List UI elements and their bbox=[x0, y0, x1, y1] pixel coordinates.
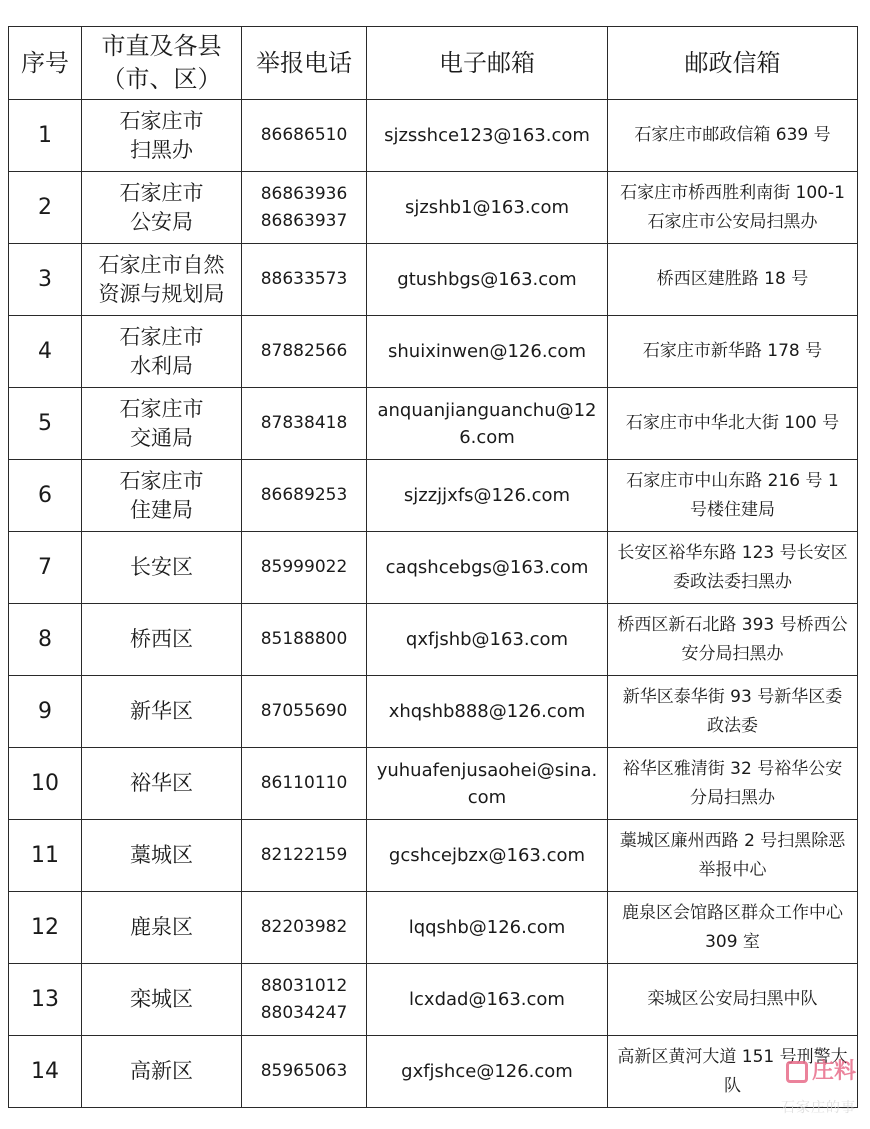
watermark-brand: 庄料 bbox=[811, 1059, 856, 1084]
row-mailbox bbox=[608, 676, 858, 748]
unit-line: 石家庄市 bbox=[119, 396, 204, 421]
row-phone bbox=[242, 172, 367, 244]
row-email: caqshcebgs@163.com bbox=[367, 532, 608, 604]
row-phone bbox=[242, 388, 367, 460]
header-phone: 举报电话 bbox=[242, 27, 367, 100]
unit-line: 水利局 bbox=[130, 353, 193, 378]
row-phone bbox=[242, 460, 367, 532]
table-row bbox=[9, 100, 858, 172]
mailbox-text: 长安区裕华东路 123 号长安区委政法委扫黑办 bbox=[617, 542, 848, 592]
row-email: sjzshb1@163.com bbox=[367, 172, 608, 244]
unit-line: 扫黑办 bbox=[130, 137, 193, 162]
phone-number: 88034247 bbox=[260, 1002, 348, 1023]
unit-line: 裕华区 bbox=[130, 771, 193, 795]
mailbox-text: 高新区黄河大道 151 号刑警大队 bbox=[617, 1046, 848, 1096]
unit-line: 藁城区 bbox=[130, 843, 193, 867]
row-phone bbox=[242, 244, 367, 316]
row-mailbox bbox=[608, 748, 858, 820]
row-index: 2 bbox=[9, 172, 82, 244]
table-row bbox=[9, 316, 858, 388]
row-phone bbox=[242, 604, 367, 676]
table-row bbox=[9, 748, 858, 820]
table-row bbox=[9, 532, 858, 604]
unit-line: 资源与规划局 bbox=[98, 281, 225, 306]
phone-number: 82203982 bbox=[260, 917, 348, 937]
phone-number: 87882566 bbox=[260, 341, 348, 361]
unit-line: 长安区 bbox=[130, 555, 193, 579]
row-unit bbox=[82, 676, 242, 748]
table-row bbox=[9, 964, 858, 1036]
phone-number: 86686510 bbox=[260, 125, 348, 145]
unit-line: 交通局 bbox=[130, 425, 193, 450]
row-mailbox bbox=[608, 820, 858, 892]
row-unit bbox=[82, 532, 242, 604]
mailbox-text: 石家庄市邮政信箱 639 号 bbox=[634, 125, 831, 145]
row-index: 12 bbox=[9, 892, 82, 964]
row-index: 7 bbox=[9, 532, 82, 604]
unit-line: 新华区 bbox=[130, 699, 193, 723]
row-unit bbox=[82, 100, 242, 172]
row-index: 14 bbox=[9, 1036, 82, 1108]
row-unit bbox=[82, 460, 242, 532]
unit-line: 石家庄市 bbox=[119, 468, 204, 493]
row-index: 6 bbox=[9, 460, 82, 532]
row-phone bbox=[242, 100, 367, 172]
phone-number: 85965063 bbox=[260, 1061, 348, 1081]
row-phone bbox=[242, 820, 367, 892]
row-mailbox bbox=[608, 892, 858, 964]
row-email: gxfjshce@126.com bbox=[367, 1036, 608, 1108]
row-unit bbox=[82, 244, 242, 316]
report-contacts-table bbox=[8, 26, 858, 1108]
unit-line: 公安局 bbox=[130, 209, 193, 234]
row-unit bbox=[82, 820, 242, 892]
row-phone bbox=[242, 676, 367, 748]
row-unit bbox=[82, 748, 242, 820]
row-email: yuhuafenjusaohei@sina.com bbox=[367, 748, 608, 820]
row-unit bbox=[82, 172, 242, 244]
unit-line: 石家庄市 bbox=[119, 108, 204, 133]
row-unit bbox=[82, 892, 242, 964]
header-email: 电子邮箱 bbox=[367, 27, 608, 100]
unit-line: 石家庄市 bbox=[119, 180, 204, 205]
mailbox-text: 桥西区新石北路 393 号桥西公安分局扫黑办 bbox=[617, 614, 848, 664]
phone-number: 87838418 bbox=[260, 413, 348, 433]
row-email: sjzzjjxfs@126.com bbox=[367, 460, 608, 532]
table-row bbox=[9, 604, 858, 676]
unit-line: 住建局 bbox=[130, 497, 193, 522]
phone-number: 86110110 bbox=[260, 773, 348, 793]
row-phone bbox=[242, 964, 367, 1036]
unit-line: 石家庄市 bbox=[119, 324, 204, 349]
row-email: qxfjshb@163.com bbox=[367, 604, 608, 676]
row-email: shuixinwen@126.com bbox=[367, 316, 608, 388]
row-email: lcxdad@163.com bbox=[367, 964, 608, 1036]
row-unit bbox=[82, 964, 242, 1036]
row-mailbox bbox=[608, 460, 858, 532]
row-phone bbox=[242, 892, 367, 964]
row-unit bbox=[82, 316, 242, 388]
row-email: lqqshb@126.com bbox=[367, 892, 608, 964]
row-index: 3 bbox=[9, 244, 82, 316]
row-phone bbox=[242, 748, 367, 820]
row-mailbox bbox=[608, 100, 858, 172]
mailbox-text: 石家庄市中山东路 216 号 1 号楼住建局 bbox=[626, 470, 839, 520]
phone-number: 86863936 bbox=[260, 183, 348, 204]
mailbox-text: 石家庄市中华北大街 100 号 bbox=[625, 413, 840, 433]
row-phone bbox=[242, 1036, 367, 1108]
unit-line: 鹿泉区 bbox=[130, 915, 193, 939]
row-email: gtushbgs@163.com bbox=[367, 244, 608, 316]
mailbox-text: 新华区泰华街 93 号新华区委政法委 bbox=[622, 686, 843, 736]
row-mailbox bbox=[608, 964, 858, 1036]
row-email: sjzsshce123@163.com bbox=[367, 100, 608, 172]
phone-number: 86863937 bbox=[260, 210, 348, 231]
mailbox-text: 栾城区公安局扫黑中队 bbox=[647, 989, 818, 1009]
row-email: gcshcejbzx@163.com bbox=[367, 820, 608, 892]
table-row bbox=[9, 460, 858, 532]
phone-number: 88031012 bbox=[260, 975, 348, 996]
row-unit bbox=[82, 1036, 242, 1108]
table-header-row bbox=[9, 27, 858, 100]
row-unit bbox=[82, 388, 242, 460]
row-email: anquanjianguanchu@126.com bbox=[367, 388, 608, 460]
phone-number: 82122159 bbox=[260, 845, 348, 865]
row-mailbox bbox=[608, 604, 858, 676]
phone-number: 87055690 bbox=[260, 701, 348, 721]
row-index: 4 bbox=[9, 316, 82, 388]
row-index: 13 bbox=[9, 964, 82, 1036]
row-mailbox bbox=[608, 316, 858, 388]
row-index: 5 bbox=[9, 388, 82, 460]
mailbox-text: 藁城区廉州西路 2 号扫黑除恶举报中心 bbox=[619, 830, 846, 880]
header-unit-line1: 市直及各县 bbox=[101, 32, 222, 60]
watermark-sub: 石家庄的事 bbox=[781, 1100, 856, 1116]
header-index: 序号 bbox=[9, 27, 82, 100]
phone-number: 85188800 bbox=[260, 629, 348, 649]
mailbox-text: 桥西区建胜路 18 号 bbox=[656, 269, 809, 289]
phone-number: 86689253 bbox=[260, 485, 348, 505]
header-unit-line2: （市、区） bbox=[101, 65, 222, 93]
unit-line: 栾城区 bbox=[130, 987, 193, 1011]
row-email: xhqshb888@126.com bbox=[367, 676, 608, 748]
row-mailbox bbox=[608, 172, 858, 244]
header-mailbox: 邮政信箱 bbox=[608, 27, 858, 100]
unit-line: 石家庄市自然 bbox=[98, 252, 225, 277]
phone-number: 88633573 bbox=[260, 269, 348, 289]
row-index: 11 bbox=[9, 820, 82, 892]
mailbox-text: 石家庄市桥西胜利南街 100-1 石家庄市公安局扫黑办 bbox=[620, 182, 845, 232]
watermark-logo bbox=[786, 1054, 856, 1085]
mailbox-text: 石家庄市新华路 178 号 bbox=[642, 341, 823, 361]
table-row bbox=[9, 388, 858, 460]
table-row bbox=[9, 820, 858, 892]
mailbox-text: 鹿泉区会馆路区群众工作中心 309 室 bbox=[622, 902, 843, 952]
row-mailbox bbox=[608, 532, 858, 604]
table-row bbox=[9, 892, 858, 964]
table-row bbox=[9, 1036, 858, 1108]
row-index: 8 bbox=[9, 604, 82, 676]
row-phone bbox=[242, 532, 367, 604]
table-row bbox=[9, 244, 858, 316]
row-mailbox bbox=[608, 244, 858, 316]
unit-line: 桥西区 bbox=[130, 627, 193, 651]
logo-icon bbox=[786, 1061, 808, 1083]
unit-line: 高新区 bbox=[130, 1059, 193, 1083]
row-index: 9 bbox=[9, 676, 82, 748]
row-index: 1 bbox=[9, 100, 82, 172]
mailbox-text: 裕华区雅清街 32 号裕华公安分局扫黑办 bbox=[622, 758, 843, 808]
row-mailbox bbox=[608, 388, 858, 460]
header-unit bbox=[82, 27, 242, 100]
table-row bbox=[9, 172, 858, 244]
row-phone bbox=[242, 316, 367, 388]
row-index: 10 bbox=[9, 748, 82, 820]
row-unit bbox=[82, 604, 242, 676]
table-row bbox=[9, 676, 858, 748]
phone-number: 85999022 bbox=[260, 557, 348, 577]
